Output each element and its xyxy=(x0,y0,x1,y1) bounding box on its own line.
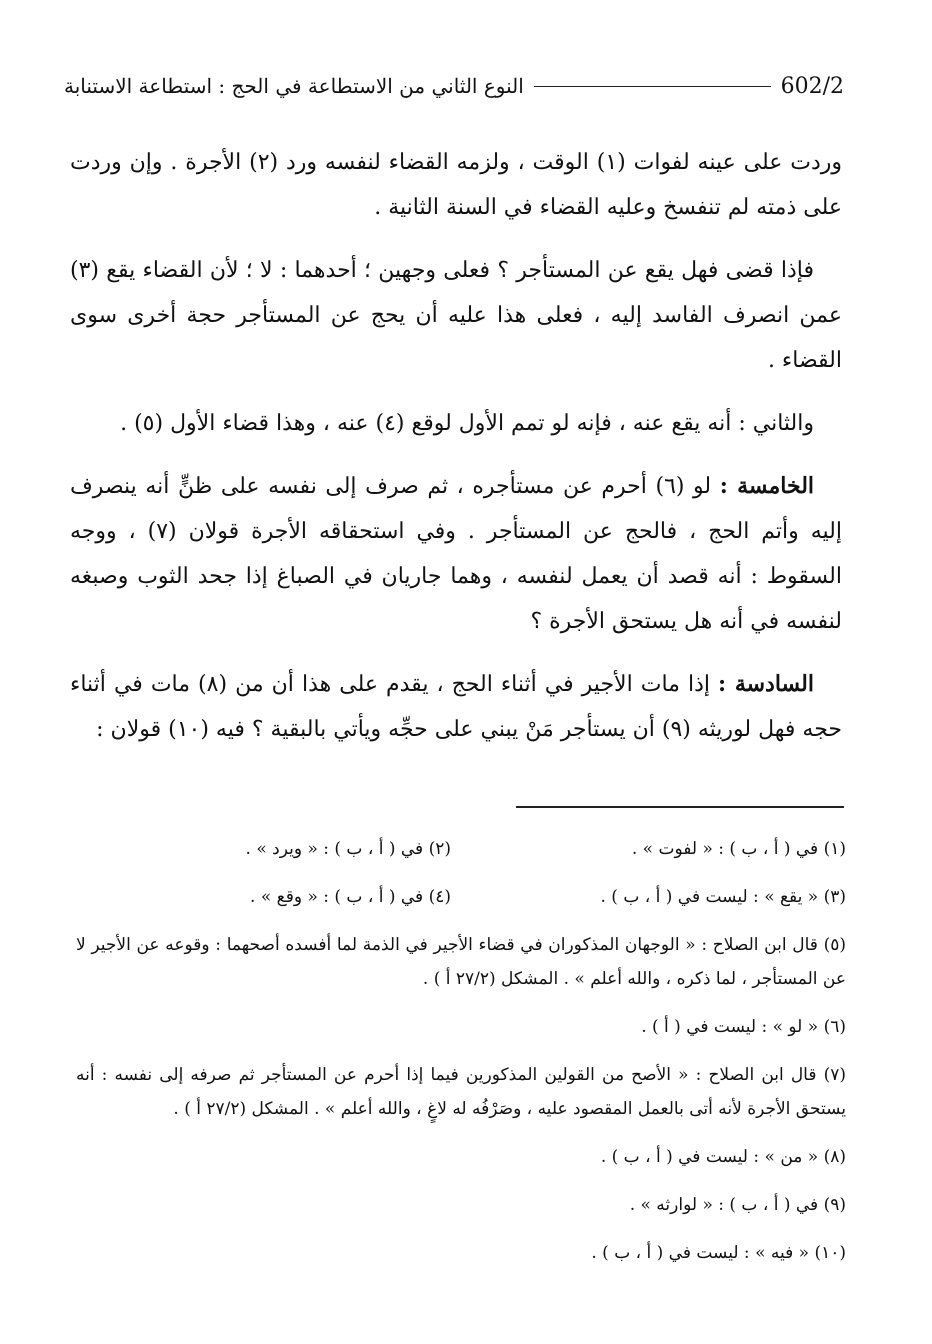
footnote-row xyxy=(76,880,846,914)
footnote: (٦) « لو » : ليست في ( أ ) . xyxy=(641,1017,846,1037)
footnote: (٢) في ( أ ، ب ) : « ويرد » . xyxy=(245,839,451,859)
paragraph: والثاني : أنه يقع عنه ، فإنه لو تمم الأول لوقع (٤) عنه ، وهذا قضاء الأول (٥) . xyxy=(120,411,814,436)
footnote: (١٠) « فيه » : ليست في ( أ ، ب ) . xyxy=(591,1243,846,1263)
footnote: (٣) « يقع » : ليست في ( أ ، ب ) . xyxy=(600,887,846,907)
footnotes xyxy=(76,832,846,1284)
paragraph-text: إذا مات الأجير في أثناء الحج ، يقدم على هذا أن من (٨) مات في أثناء حجه فهل لوريثه (٩) أن يستأجر مَنْ يبني على حجِّه ويأتي بالبقية ؟ فيه (١٠) قولان : xyxy=(70,672,842,742)
main-text xyxy=(70,140,842,770)
section-lead: الخامسة : xyxy=(719,473,815,499)
paragraph xyxy=(70,464,842,644)
footnote: (٥) قال ابن الصلاح : « الوجهان المذكوران في قضاء الأجير في الذمة لما أفسده أصحهما : وقوعه عن الأجير لا عن المستأجر ، لما ذكره ، والله أعلم » . المشكل (٢٧/٢ أ ) . xyxy=(76,935,846,989)
section-lead: السادسة : xyxy=(718,671,815,697)
footnote: (٧) قال ابن الصلاح : « الأصح من القولين المذكورين فيما إذا أحرم عن المستأجر ثم صرفه إلى نفسه : أنه يستحق الأجرة لأنه أتى بالعمل المقصود عليه ، وصَرْفُه له لاغٍ ، والله أعلم » . المشكل (٢٧/٢ أ ) . xyxy=(76,1065,846,1119)
running-title: النوع الثاني من الاستطاعة في الحج : استطاعة الاستنابة xyxy=(64,74,524,98)
paragraph xyxy=(70,662,842,752)
footnote: (٩) في ( أ ، ب ) : « لوارثه » . xyxy=(629,1195,846,1215)
footnote: (٨) « من » : ليست في ( أ ، ب ) . xyxy=(600,1147,846,1167)
header-rule xyxy=(534,86,771,87)
page-header xyxy=(64,66,844,106)
footnote-row xyxy=(76,832,846,866)
footnote: (٤) في ( أ ، ب ) : « وقع » . xyxy=(250,887,451,907)
paragraph: وردت على عينه لفوات (١) الوقت ، ولزمه القضاء لنفسه ورد (٢) الأجرة . وإن وردت على ذمته لم تنفسخ وعليه القضاء في السنة الثانية . xyxy=(70,150,842,220)
paragraph: فإذا قضى فهل يقع عن المستأجر ؟ فعلى وجهين ؛ أحدهما : لا ؛ لأن القضاء يقع (٣) عمن انصرف الفاسد إليه ، فعلى هذا عليه أن يحج عن المستأجر حجة أخرى سوى القضاء . xyxy=(70,258,842,373)
paragraph-text: لو (٦) أحرم عن مستأجره ، ثم صرف إلى نفسه على ظنٍّ أنه ينصرف إليه وأتم الحج ، فالحج عن المستأجر . وفي استحقاقه الأجرة قولان (٧) ، ووجه السقوط : أنه قصد أن يعمل لنفسه ، وهما جاريان في الصباغ إذا جحد الثوب وصبغه لنفسه في أنه هل يستحق الأجرة ؟ xyxy=(70,474,842,634)
page-number: 602/2 xyxy=(780,73,844,99)
footnote-separator xyxy=(516,806,844,808)
footnote: (١) في ( أ ، ب ) : « لفوت » . xyxy=(631,839,846,859)
